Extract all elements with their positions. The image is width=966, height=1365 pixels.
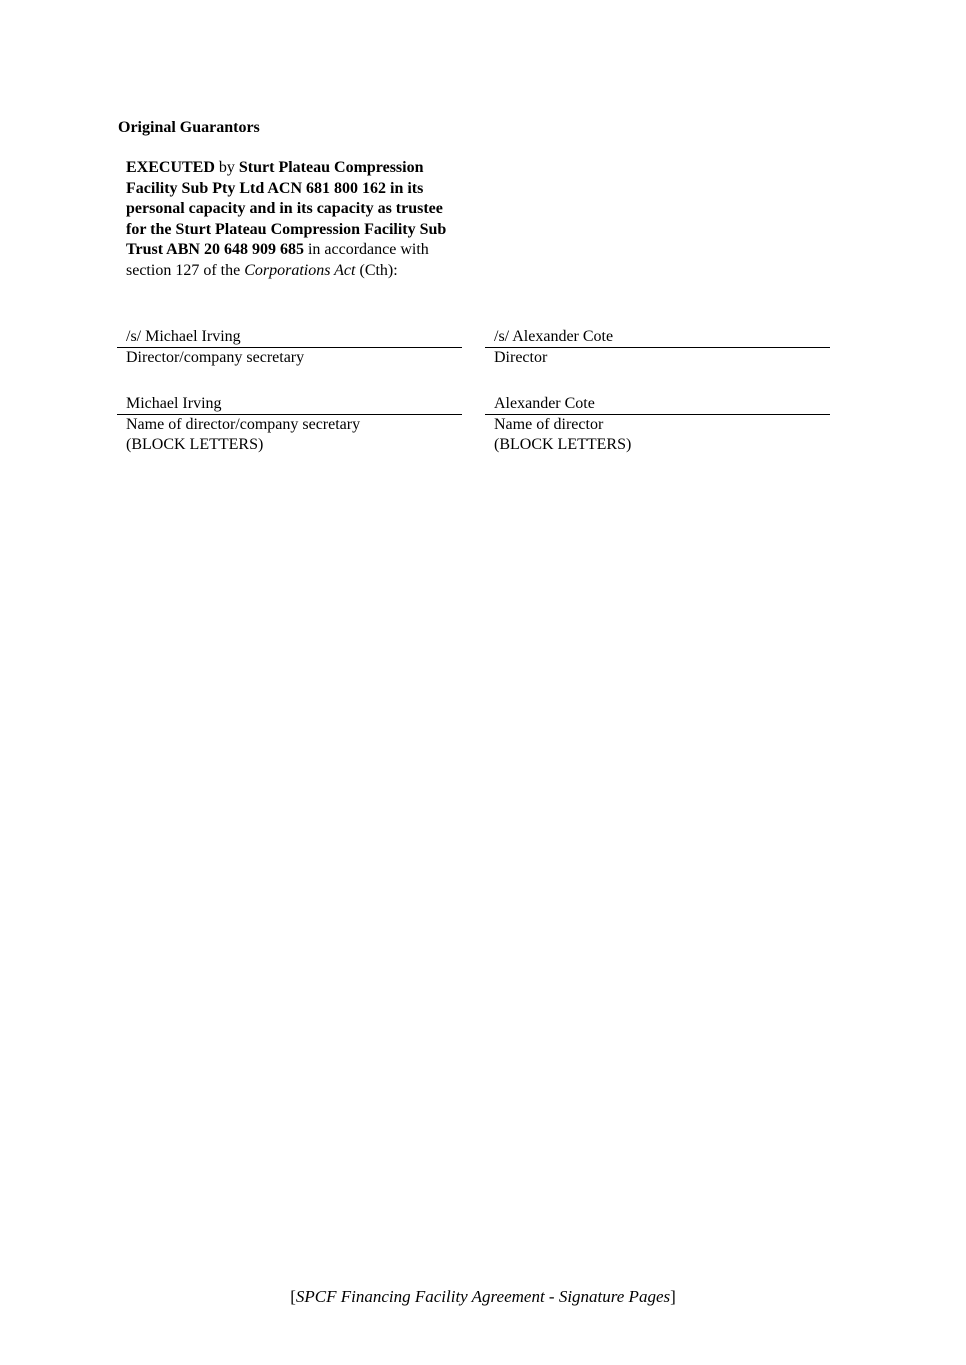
right-block-letters-caption: (BLOCK LETTERS) <box>494 436 632 453</box>
act-name: Corporations Act <box>244 261 356 279</box>
act-suffix: (Cth): <box>355 261 398 279</box>
left-block-letters-caption: (BLOCK LETTERS) <box>126 436 264 453</box>
page-footer <box>0 1286 966 1308</box>
right-signature: /s/ Alexander Cote <box>485 327 830 348</box>
left-name-caption: Name of director/company secretary <box>126 416 361 433</box>
footer-title: SPCF Financing Facility Agreement - Signature Pages <box>295 1287 671 1306</box>
by-word: by <box>214 159 239 176</box>
left-signature: /s/ Michael Irving <box>117 327 462 348</box>
right-name-block <box>485 394 830 455</box>
left-printed-name: Michael Irving <box>117 394 462 415</box>
left-name-block <box>117 394 462 455</box>
right-name-caption: Name of director <box>494 416 604 433</box>
footer-open-bracket: [ <box>290 1287 296 1306</box>
execution-clause <box>126 158 466 281</box>
right-role-caption: Director <box>494 349 548 366</box>
left-signature-block <box>117 327 462 368</box>
entity-name: Sturt Plateau Compression Facility Sub Pty Ltd ACN 681 800 162 in its personal capacity and in its capacity as trustee for the Sturt Plateau Compression Facility Sub Trust ABN 20 648 909 685 <box>126 159 447 258</box>
footer-close-bracket: ] <box>670 1287 676 1306</box>
right-printed-name: Alexander Cote <box>485 394 830 415</box>
left-role-caption: Director/company secretary <box>126 349 305 366</box>
accordance-text: in accordance with section 127 of the <box>126 241 429 279</box>
section-heading: Original Guarantors <box>118 119 260 136</box>
executed-keyword: EXECUTED <box>126 159 215 176</box>
right-signature-block <box>485 327 830 368</box>
